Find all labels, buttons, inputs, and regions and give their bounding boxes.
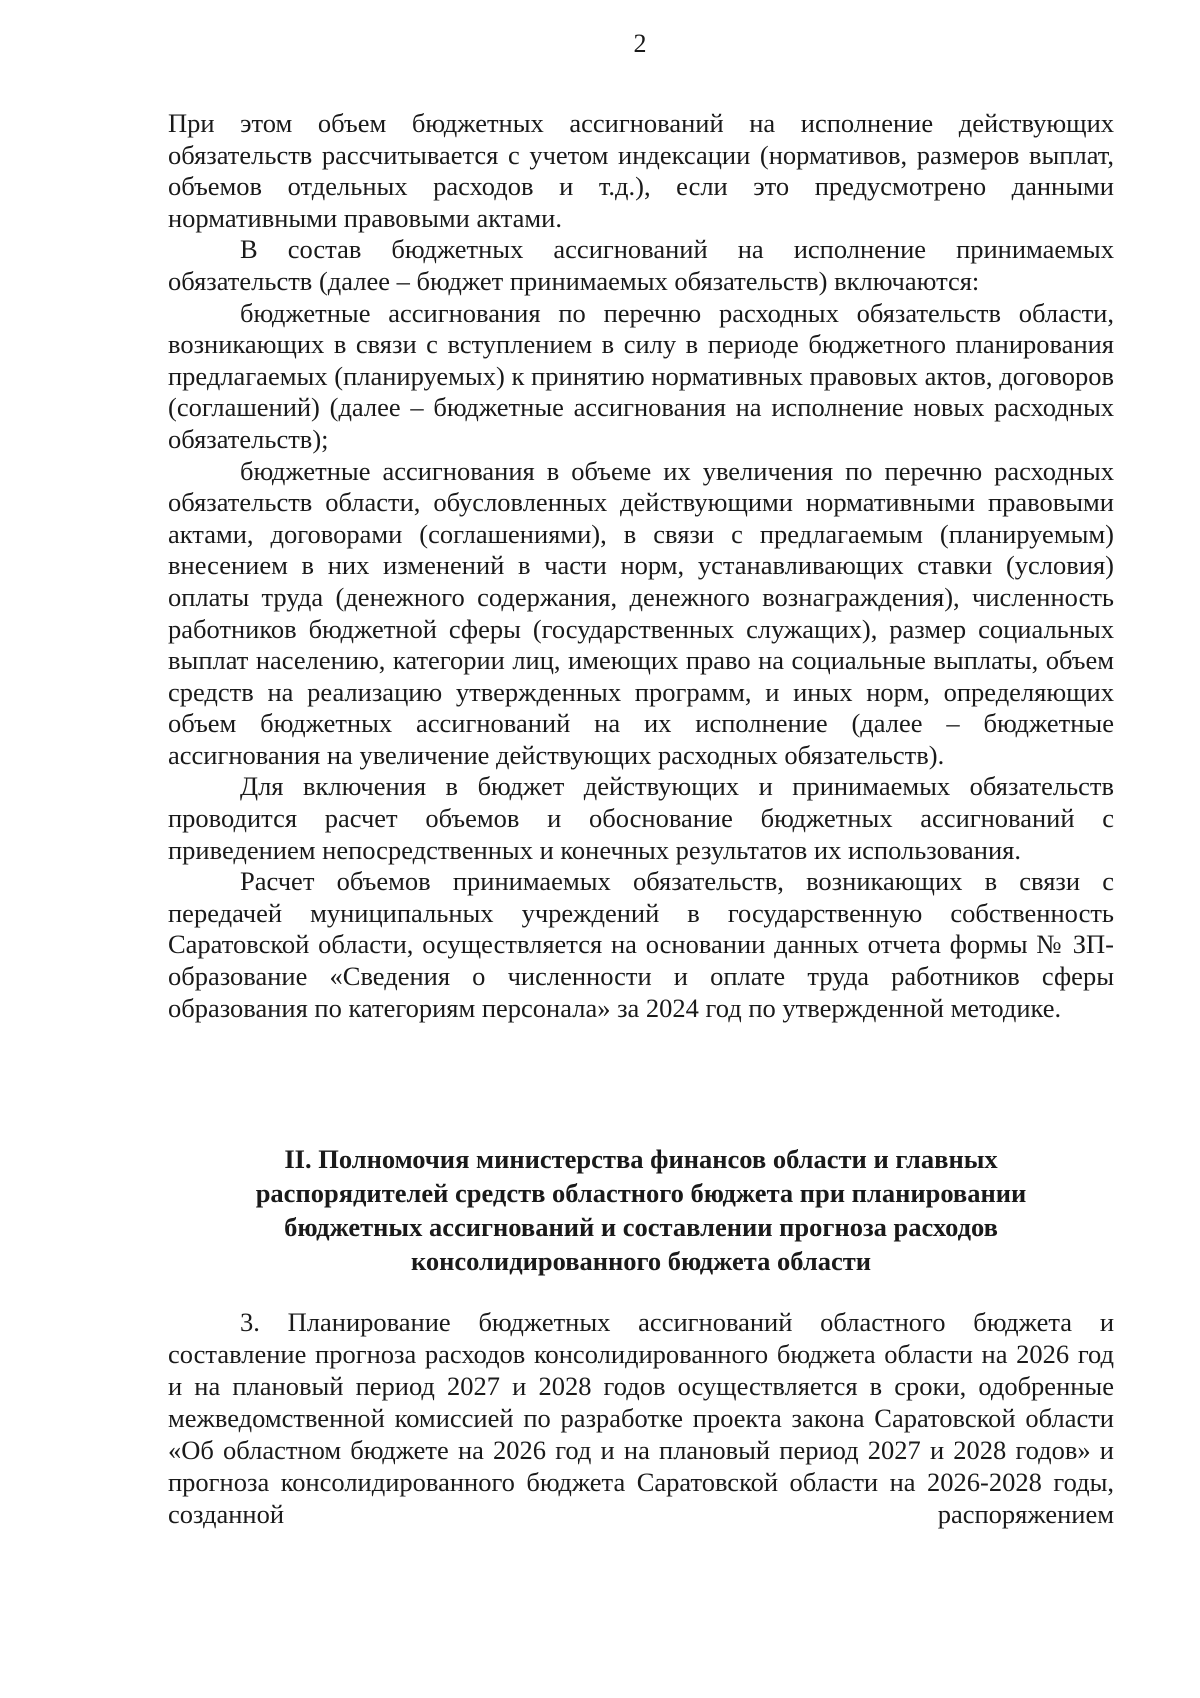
paragraph-obligations-indexation: При этом объем бюджетных ассигнований на исполнение действующих обязательств рассчитывается с учетом индексации (нормативов, размеров выплат, объемов отдельных расходов и т.д.), если это предусмотрено данными нормативными правовыми актами. xyxy=(168,108,1114,233)
section-3-body xyxy=(168,1306,1114,1530)
section-heading xyxy=(168,1142,1114,1278)
section-heading-line: консолидированного бюджета области xyxy=(410,1246,872,1276)
paragraph-new-obligations: бюджетные ассигнования по перечню расходных обязательств области, возникающих в связи с вступлением в силу в периоде бюджетного планирования предлагаемых (планируемых) к принятию нормативных правовых актов, договоров (соглашений) (далее – бюджетные ассигнования на исполнение новых расходных обязательств); xyxy=(168,297,1114,454)
paragraph-municipal-transfer-calculation: Расчет объемов принимаемых обязательств, возникающих в связи с передачей муниципальных учреждений в государственную собственность Саратовской области, осуществляется на основании данных отчета формы № ЗП-образование «Сведения о численности и оплате труда работников сферы образования по категориям персонала» за 2024 год по утвержденной методике. xyxy=(168,866,1114,1023)
paragraph-increase-obligations: бюджетные ассигнования в объеме их увеличения по перечню расходных обязательств области, обусловленных действующими нормативными правовыми актами, договорами (соглашениями), в связи с предлагаемым (планируемым) внесением в них изменений в части норм, устанавливающих ставки (условия) оплаты труда (денежного содержания, денежного вознаграждения), численность работников бюджетной сферы (государственных служащих), размер социальных выплат населению, категории лиц, имеющих право на социальные выплаты, объем средств на реализацию утвержденных программ, и иных норм, определяющих объем бюджетных ассигнований на их исполнение (далее – бюджетные ассигнования на увеличение действующих расходных обязательств). xyxy=(168,455,1114,770)
section-heading-line: распорядителей средств областного бюджета при планировании xyxy=(255,1178,1027,1208)
document-body xyxy=(168,108,1114,1024)
paragraph-accepted-obligations-composition: В состав бюджетных ассигнований на исполнение принимаемых обязательств (далее – бюджет принимаемых обязательств) включаются: xyxy=(168,234,1114,296)
paragraph-section-3-planning: 3. Планирование бюджетных ассигнований областного бюджета и составление прогноза расходов консолидированного бюджета области на 2026 год и на плановый период 2027 и 2028 годов осуществляется в сроки, одобренные межведомственной комиссией по разработке проекта закона Саратовской области «Об областном бюджете на 2026 год и на плановый период 2027 и 2028 годов» и прогноза консолидированного бюджета Саратовской области на 2026-2028 годы, созданной распоряжением xyxy=(168,1307,1114,1529)
section-heading-line: бюджетных ассигнований и составлении прогноза расходов xyxy=(284,1212,998,1242)
page-number: 2 xyxy=(633,29,647,58)
paragraph-calculation-justification: Для включения в бюджет действующих и принимаемых обязательств проводится расчет объемов и обоснование бюджетных ассигнований с приведением непосредственных и конечных результатов их использования. xyxy=(168,771,1114,865)
section-heading-line: II. Полномочия министерства финансов области и главных xyxy=(284,1144,998,1174)
